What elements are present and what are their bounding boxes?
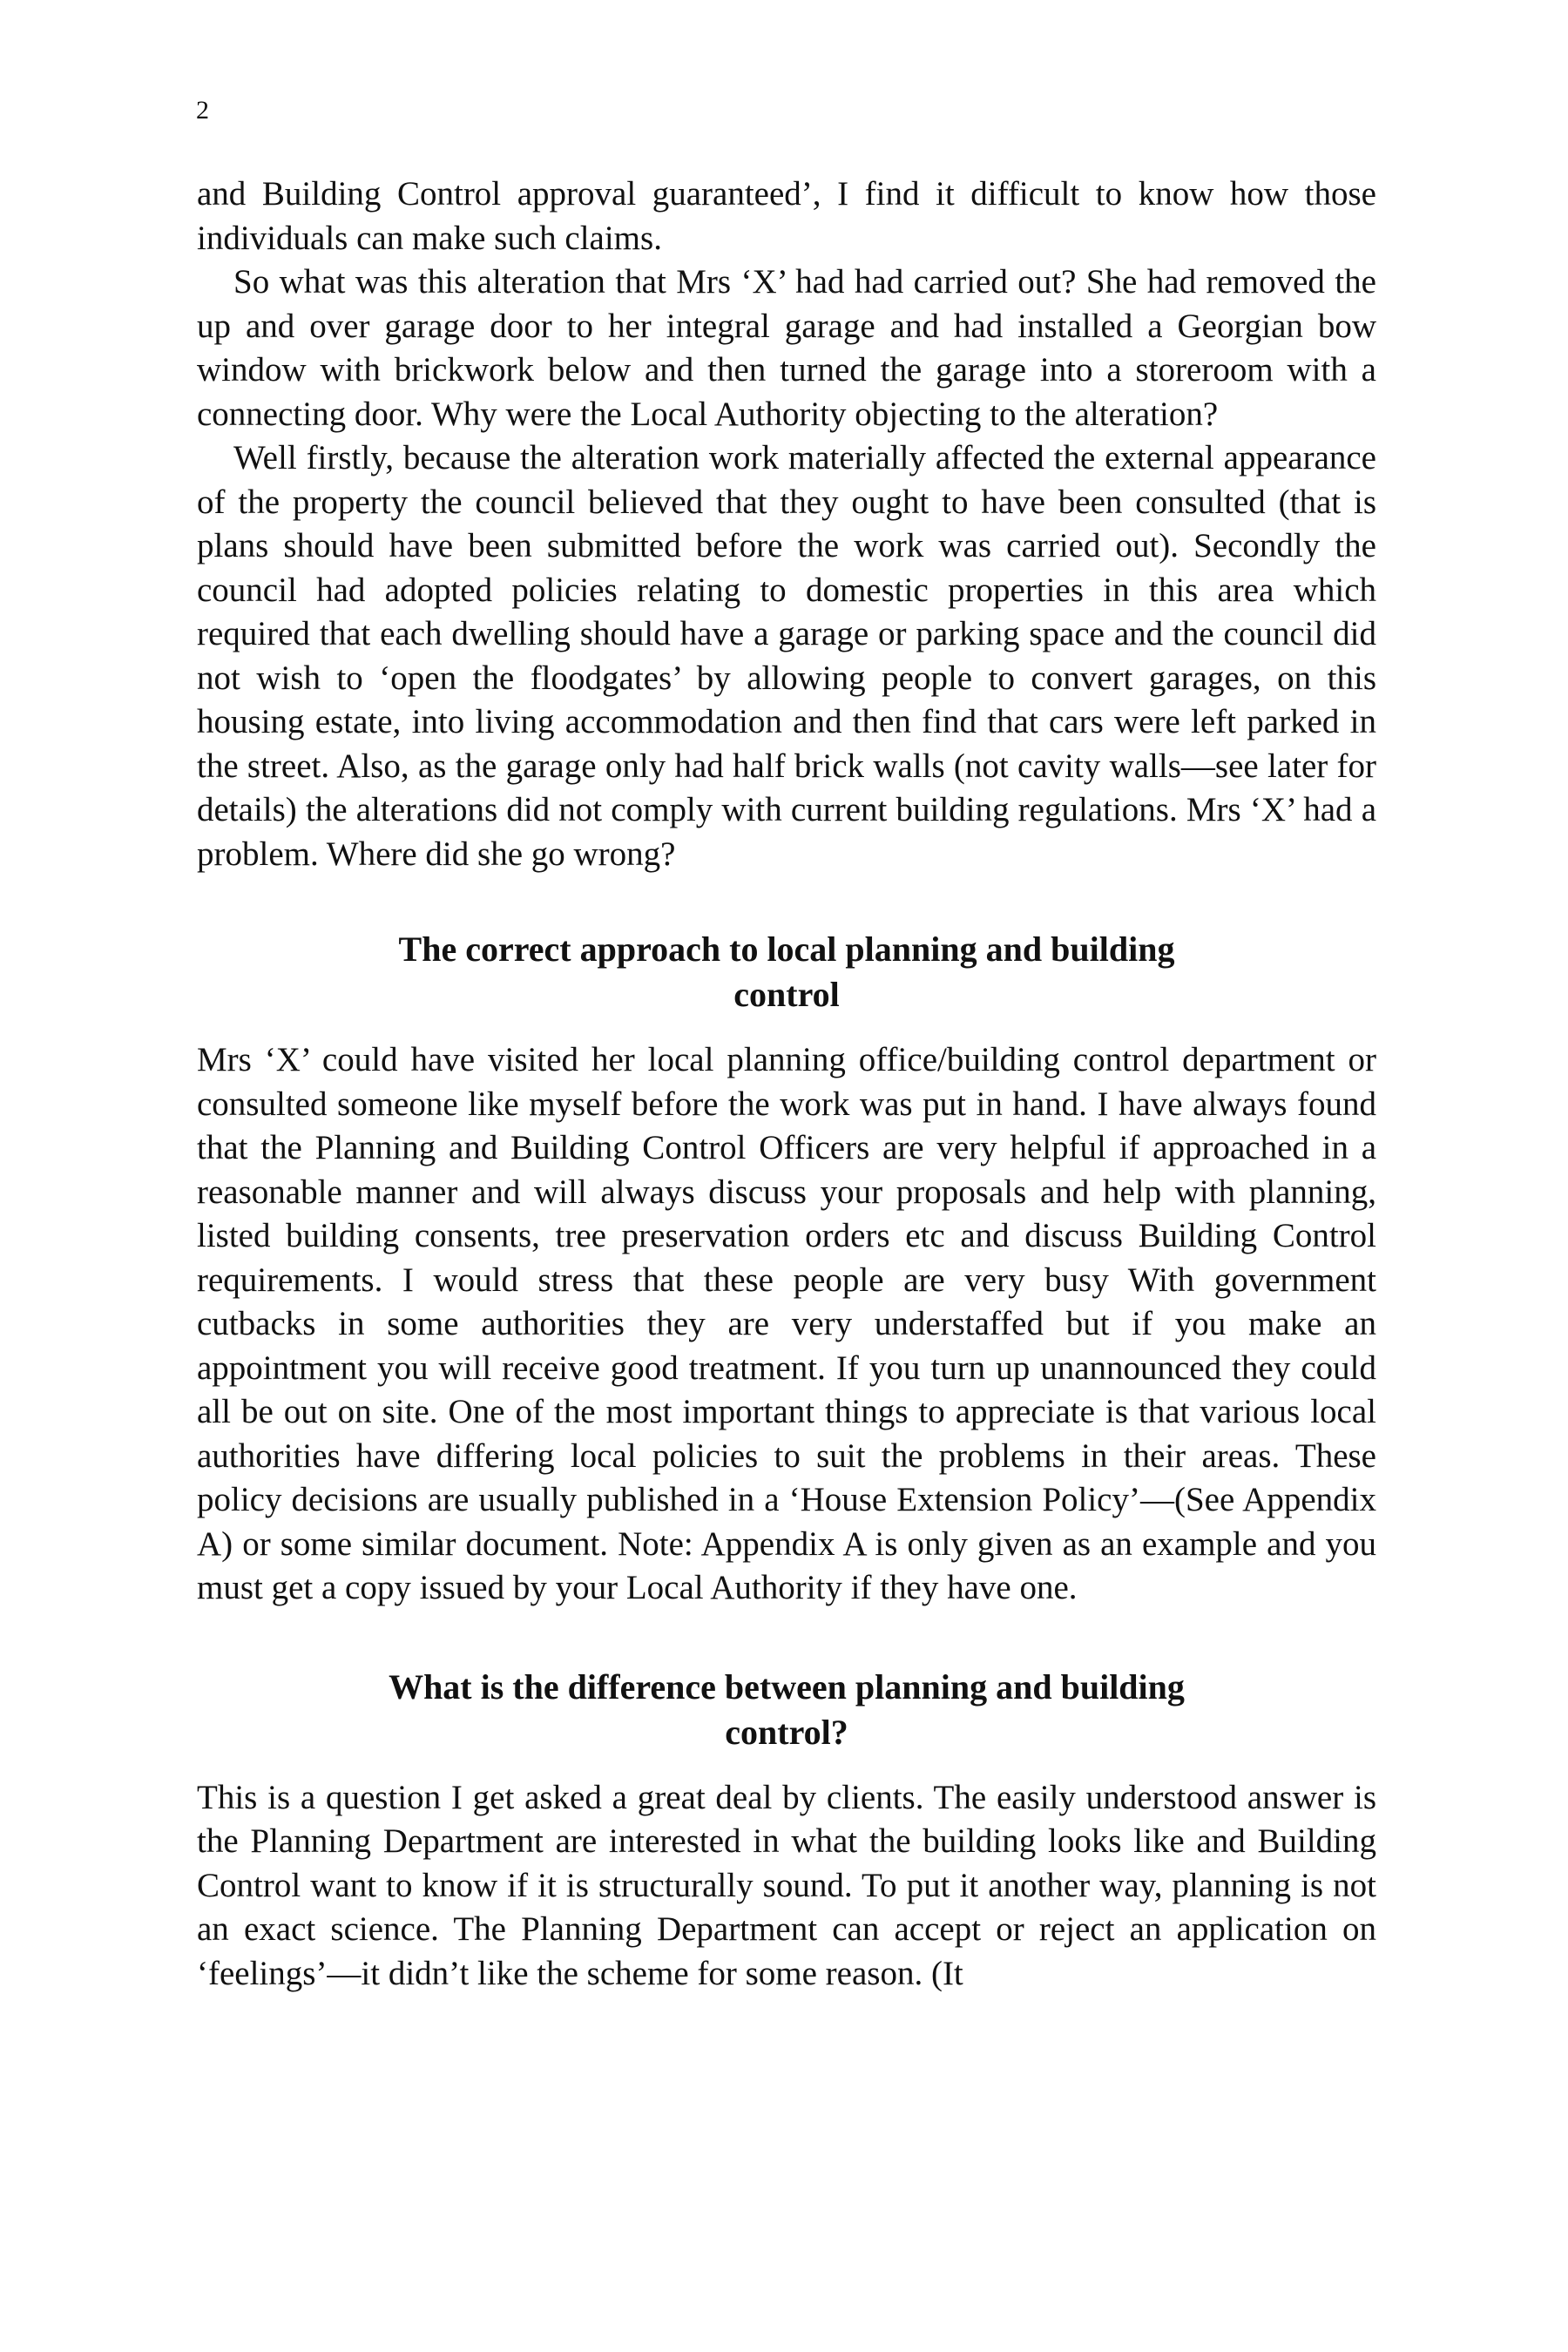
page-content xyxy=(197,172,1376,1996)
paragraph-alteration-description: So what was this alteration that Mrs ‘X’ had had carried out? She had removed the up and over garage door to her integral garage and had installed a Georgian bow window with brickwork below and then turned the garage into a storeroom with a connecting door. Why were the Local Authority objecting to the alteration? xyxy=(197,263,1376,433)
paragraph-continuation: and Building Control approval guaranteed’, I find it difficult to know how those individuals can make such claims. xyxy=(197,175,1376,257)
page-number: 2 xyxy=(196,96,209,125)
section-heading-difference xyxy=(197,1665,1376,1755)
section-heading-line: control? xyxy=(725,1712,848,1752)
section-heading-line: control xyxy=(733,975,840,1014)
paragraph-correct-approach: Mrs ‘X’ could have visited her local planning office/building control department or consulted someone like myself before the work was put in hand. I have always found that the Planning and Building Control Officers are very helpful if approached in a reasonable manner and will always discuss your proposals and help with planning, listed building consents, tree preservation orders etc and discuss Building Control requirements. I would stress that these people are very busy With government cutbacks in some authorities they are very understaffed but if you make an appointment you will receive good treatment. If you turn up unannounced they could all be out on site. One of the most important things to appreciate is that various local authorities have differing local policies to suit the problems in their areas. These policy decisions are usually published in a ‘House Extension Policy’—(See Appendix A) or some similar document. Note: Appendix A is only given as an example and you must get a copy issued by your Local Authority if they have one. xyxy=(197,1041,1376,1606)
section-heading-line: The correct approach to local planning and building xyxy=(398,929,1175,969)
paragraph-council-objections: Well firstly, because the alteration work materially affected the external appearance of the property the council believed that they ought to have been consulted (that is plans should have been submitted before the work was carried out). Secondly the council had adopted policies relating to domestic properties in this area which required that each dwelling should have a garage or parking space and the council did not wish to ‘open the floodgates’ by allowing people to convert garages, on this housing estate, into living accommodation and then find that cars were left parked in the street. Also, as the garage only had half brick walls (not cavity walls—see later for details) the alterations did not comply with current building regulations. Mrs ‘X’ had a problem. Where did she go wrong? xyxy=(197,439,1376,873)
paragraph-difference: This is a question I get asked a great deal by clients. The easily understood answer is the Planning Department are interested in what the building looks like and Building Control want to know if it is structurally sound. To put it another way, planning is not an exact science. The Planning Department can accept or reject an application on ‘feelings’—it didn’t like the scheme for some reason. (It xyxy=(197,1778,1376,1992)
section-heading-line: What is the difference between planning and building xyxy=(389,1666,1185,1707)
section-heading-correct-approach xyxy=(197,927,1376,1017)
